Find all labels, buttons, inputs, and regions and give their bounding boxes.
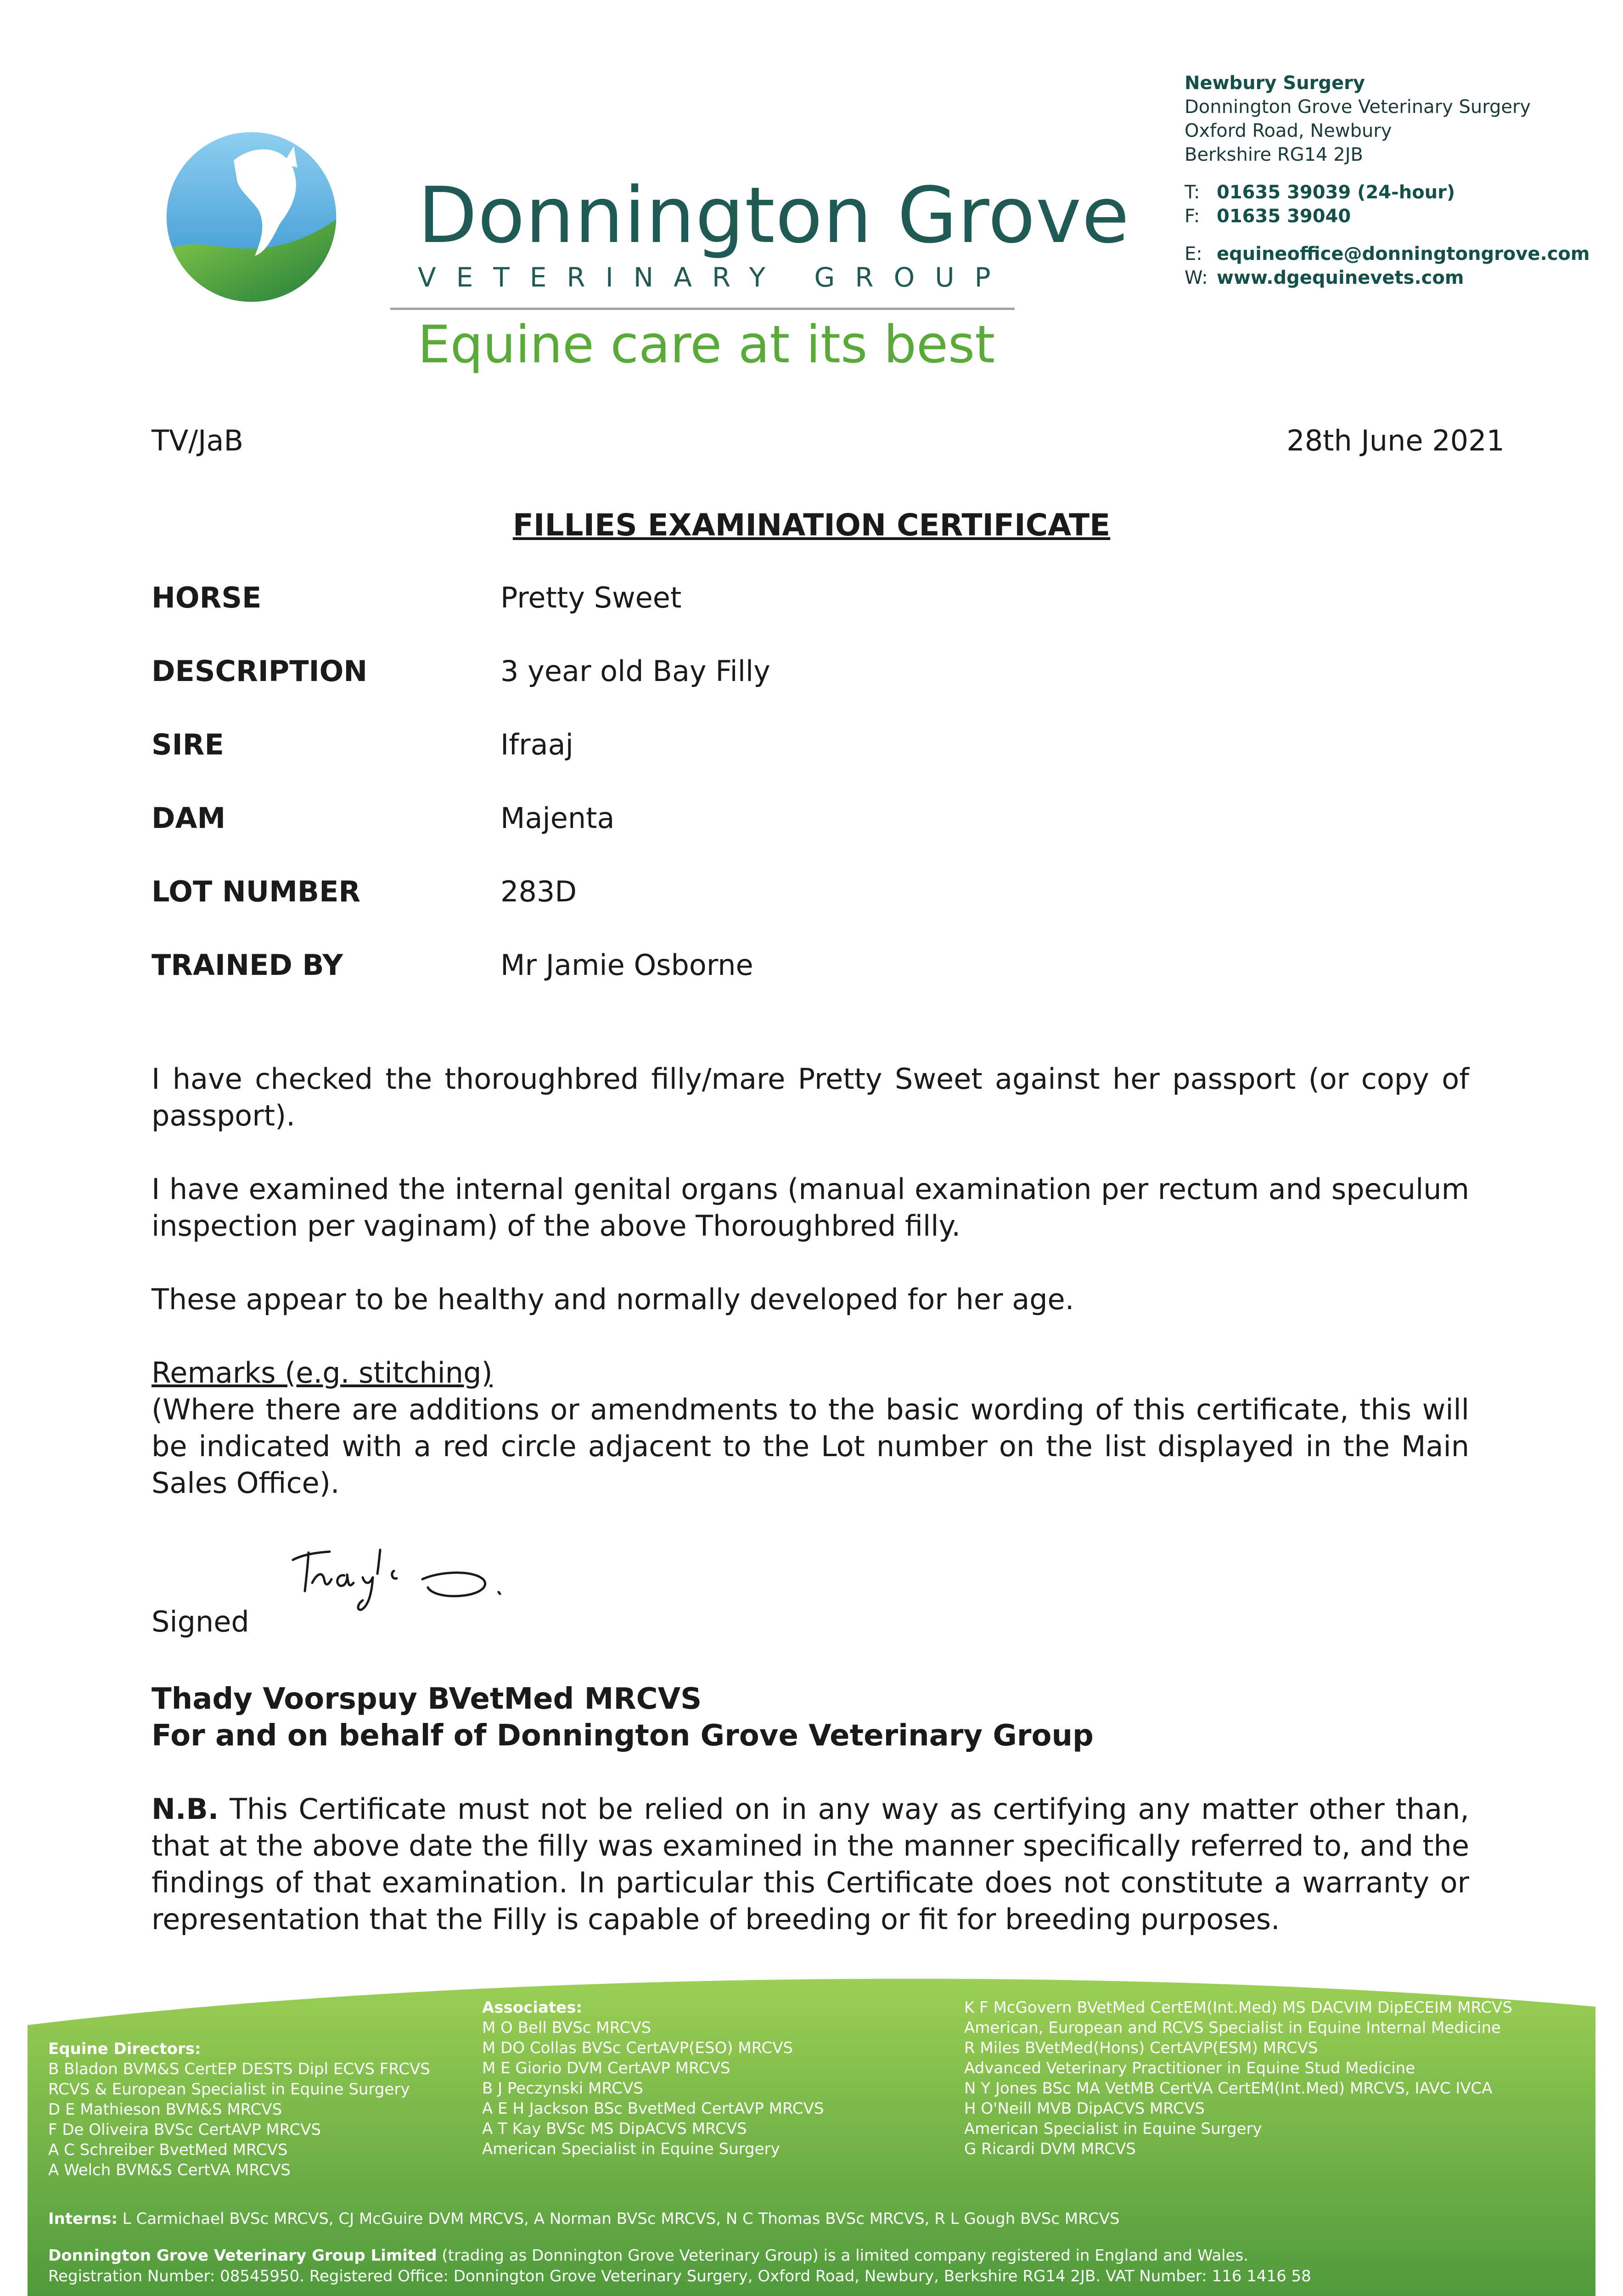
associate-item: B J Peczynski MRCVS (482, 2079, 643, 2098)
director-item: D E Mathieson BVM&S MRCVS (48, 2100, 282, 2119)
associate-item: M E Giorio DVM CertAVP MRCVS (482, 2059, 730, 2077)
email-link[interactable]: equineoffice@donningtongrove.com (1217, 243, 1590, 264)
surgery-name: Newbury Surgery (1185, 73, 1365, 94)
brand-divider (390, 308, 1015, 310)
field-label: HORSE (152, 581, 262, 614)
field-value: Pretty Sweet (500, 581, 682, 614)
telephone-number: 01635 39039 (24-hour) (1217, 182, 1455, 203)
certificate-text (152, 1061, 1469, 1538)
email-key: E: (1185, 243, 1202, 264)
remarks-paragraph: (Where there are additions or amendments to the basic wording of this certificate, this will be indicated with a red circle adjacent to the Lot number on the list displayed in the Main Sales Office). (152, 1393, 1469, 1500)
signatory-behalf: For and on behalf of Donnington Grove Veterinary Group (152, 1719, 1094, 1753)
interns-heading: Interns: (48, 2210, 118, 2228)
footer (28, 1965, 1595, 2296)
address-line: Donnington Grove Veterinary Surgery (1185, 96, 1531, 118)
associate-item: G Ricardi DVM MRCVS (964, 2140, 1136, 2158)
associate-item: R Miles BVetMed(Hons) CertAVP(ESM) MRCVS (964, 2039, 1318, 2057)
website-link[interactable]: www.dgequinevets.com (1217, 267, 1464, 288)
disclaimer-text: This Certificate must not be relied on in any way as certifying any matter other than, that at the above date the filly was examined in the manner specifically referred to, and the findings of that examination. In particular this Certificate does not constitute a warranty or representation that the Filly is capable of breeding or fit for breeding purposes. (152, 1792, 1469, 1936)
interns-list: L Carmichael BVSc MRCVS, CJ McGuire DVM MRCVS, A Norman BVSc MRCVS, N C Thomas BVSc MRCVS, R L Gough BVSc MRCVS (122, 2210, 1120, 2228)
contact-block (1185, 71, 1590, 290)
associate-item: A T Kay BVSc MS DipACVS MRCVS (482, 2120, 747, 2138)
director-item: A C Schreiber BvetMed MRCVS (48, 2141, 288, 2159)
directors-column (48, 2039, 430, 2180)
field-row-trained-by (152, 948, 770, 1022)
remarks-heading: Remarks (e.g. stitching) (152, 1356, 493, 1390)
field-label: SIRE (152, 728, 224, 761)
director-item: B Bladon BVM&S CertEP DESTS Dipl ECVS FRCVS (48, 2060, 430, 2078)
examination-paragraph: I have examined the internal genital organs (manual examination per rectum and speculum inspection per vaginam) of the above Thoroughbred filly. (152, 1172, 1469, 1243)
web-key: W: (1185, 267, 1208, 288)
company-line (48, 2245, 1248, 2266)
brand-name: Donnington Grove (418, 170, 1130, 260)
associate-item: Advanced Veterinary Practitioner in Equine Stud Medicine (964, 2059, 1415, 2077)
document-date: 28th June 2021 (1286, 424, 1505, 457)
health-paragraph: These appear to be healthy and normally developed for her age. (152, 1283, 1074, 1316)
field-value: Mr Jamie Osborne (500, 948, 753, 982)
horse-details (152, 581, 770, 1022)
associate-item: M O Bell BVSc MRCVS (482, 2019, 651, 2037)
fax-number: 01635 39040 (1217, 206, 1351, 227)
signatory-block (152, 1681, 1094, 1754)
associate-item: K F McGovern BVetMed CertEM(Int.Med) MS DACVIM DipECEIM MRCVS (964, 1998, 1512, 2017)
field-value: Ifraaj (500, 728, 573, 761)
signature-icon (285, 1531, 569, 1614)
registration-line: Registration Number: 08545950. Registered Office: Donnington Grove Veterinary Surgery, Oxford Road, Newbury, Berkshire RG14 2JB. VAT Number: 116 1416 58 (48, 2267, 1311, 2285)
disclaimer (152, 1791, 1469, 1938)
company-name: Donnington Grove Veterinary Group Limited (48, 2246, 437, 2265)
field-label: DESCRIPTION (152, 654, 368, 688)
associate-item: American, European and RCVS Specialist in Equine Internal Medicine (964, 2019, 1501, 2037)
field-value: Majenta (500, 801, 615, 835)
field-value: 3 year old Bay Filly (500, 654, 770, 688)
associate-item: N Y Jones BSc MA VetMB CertVA CertEM(Int.Med) MRCVS, IAVC IVCA (964, 2079, 1493, 2098)
page-title: FILLIES EXAMINATION CERTIFICATE (512, 507, 1111, 543)
field-label: LOT NUMBER (152, 875, 361, 908)
company-text: (trading as Donnington Grove Veterinary Group) is a limited company registered in England and Wales. (437, 2246, 1249, 2265)
directors-heading: Equine Directors: (48, 2040, 201, 2058)
field-label: TRAINED BY (152, 948, 343, 982)
associate-item: M DO Collas BVSc CertAVP(ESO) MRCVS (482, 2039, 793, 2057)
associate-item: American Specialist in Equine Surgery (964, 2120, 1262, 2138)
brand-logo-icon (163, 129, 340, 305)
associates-column-2 (964, 1998, 1512, 2159)
field-row-horse (152, 581, 770, 654)
associates-heading: Associates: (482, 1998, 583, 2017)
associate-item: A E H Jackson BSc BvetMed CertAVP MRCVS (482, 2099, 824, 2118)
field-value: 283D (500, 875, 577, 908)
field-row-lot-number (152, 875, 770, 948)
passport-paragraph: I have checked the thoroughbred filly/mare Pretty Sweet against her passport (or copy of passport). (152, 1062, 1469, 1132)
associate-item: American Specialist in Equine Surgery (482, 2140, 780, 2158)
signatory-name: Thady Voorspuy BVetMed MRCVS (152, 1682, 702, 1716)
disclaimer-label: N.B. (152, 1792, 219, 1826)
telephone-key: T: (1185, 182, 1200, 203)
associate-item: H O'Neill MVB DipACVS MRCVS (964, 2099, 1205, 2118)
address-line: Oxford Road, Newbury (1185, 120, 1392, 141)
brand-subtitle: VETERINARY GROUP (418, 262, 1011, 293)
signed-label: Signed (152, 1605, 249, 1638)
address-line: Berkshire RG14 2JB (1185, 144, 1363, 165)
director-item: RCVS & European Specialist in Equine Surgery (48, 2080, 410, 2099)
fax-key: F: (1185, 206, 1200, 227)
field-row-dam (152, 801, 770, 875)
interns-line (48, 2209, 1120, 2229)
field-row-sire (152, 728, 770, 801)
field-row-description (152, 654, 770, 728)
director-item: A Welch BVM&S CertVA MRCVS (48, 2161, 291, 2179)
field-label: DAM (152, 801, 226, 835)
director-item: F De Oliveira BVSc CertAVP MRCVS (48, 2121, 321, 2139)
associates-column (482, 1998, 824, 2159)
brand-tagline: Equine care at its best (418, 315, 995, 375)
reference-code: TV/JaB (152, 424, 243, 457)
